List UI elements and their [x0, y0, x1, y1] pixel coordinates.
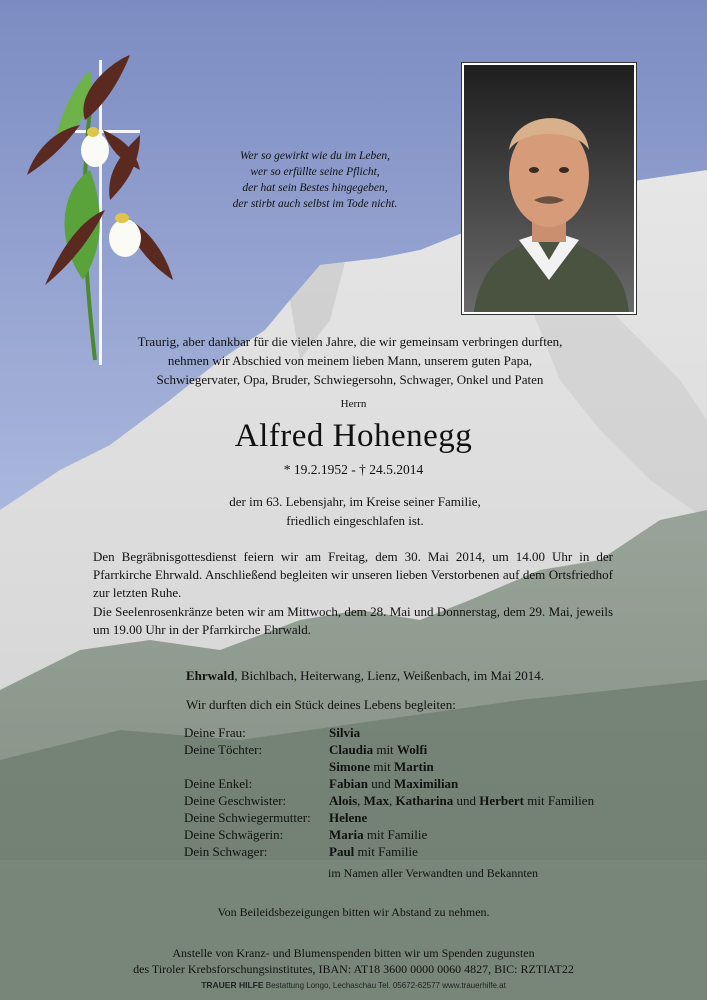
relative-row	[184, 725, 594, 742]
condolence-note: Von Beileidsbezeigungen bitten wir Abstand zu nehmen.	[217, 905, 490, 919]
relative-name: Martin	[394, 759, 434, 774]
places-rest: , Bichlbach, Heiterwang, Lienz, Weißenbach, im Mai 2014.	[234, 668, 544, 683]
intro-line: Schwiegervater, Opa, Bruder, Schwiegersohn, Schwager, Onkel und Paten	[156, 372, 544, 387]
donation-note	[0, 945, 707, 977]
relative-name: Fabian	[329, 776, 369, 791]
relative-name: Alois	[329, 793, 358, 808]
relative-joiner: mit Familie	[363, 827, 428, 842]
relative-joiner: mit	[370, 759, 395, 774]
relative-role: Dein Schwager:	[184, 844, 268, 859]
relative-role: Deine Frau:	[184, 725, 246, 740]
quote-line: der hat sein Bestes hingegeben,	[242, 182, 388, 194]
relative-names	[329, 810, 594, 827]
relative-joiner: ,	[388, 793, 396, 808]
orchid-cross-decoration	[25, 50, 185, 380]
relative-name: Simone	[329, 759, 371, 774]
passing-line: friedlich eingeschlafen ist.	[286, 513, 424, 528]
intro-line: Traurig, aber dankbar für die vielen Jahre, die wir gemeinsam verbringen durften,	[137, 334, 563, 349]
relative-name: Paul	[329, 844, 355, 859]
donation-line: des Tiroler Krebsforschungsinstitutes, IBAN: AT18 3600 0000 0060 4827, BIC: RZTIAT22	[133, 962, 574, 976]
relative-joiner: und	[368, 776, 395, 791]
relative-name: Herbert	[479, 793, 525, 808]
relative-role: Deine Enkel:	[184, 776, 253, 791]
relative-row	[184, 793, 594, 810]
places-bold: Ehrwald	[186, 668, 235, 683]
quote-line: Wer so gewirkt wie du im Leben,	[239, 150, 391, 162]
life-dates: * 19.2.1952 - † 24.5.2014	[283, 462, 424, 477]
relative-names	[329, 742, 594, 759]
deceased-name: Alfred Hohenegg	[234, 418, 473, 454]
places-line	[186, 668, 544, 684]
rosary-paragraph: Die Seelenrosenkränze beten wir am Mittwoch, dem 28. Mai und Donnerstag, dem 29. Mai, jeweils um 19.00 Uhr in der Pfarrkirche Ehrwald.	[93, 604, 613, 637]
relative-row	[184, 759, 594, 776]
salutation: Herrn	[340, 398, 367, 410]
relative-role: Deine Schwiegermutter:	[184, 810, 311, 825]
portrait-photo	[462, 63, 636, 314]
relative-row	[184, 810, 594, 827]
footer	[0, 980, 707, 990]
relative-row	[184, 827, 594, 844]
relative-joiner: mit	[373, 742, 397, 757]
quote-line: wer so erfüllte seine Pflicht,	[250, 166, 380, 178]
passing-text	[180, 492, 530, 530]
intro-text	[90, 332, 610, 389]
memorial-quote	[200, 148, 430, 212]
relative-joiner: und	[453, 793, 480, 808]
relative-names	[329, 793, 594, 810]
relative-role	[184, 759, 329, 776]
funeral-paragraph: Den Begräbnisgottesdienst feiern wir am Freitag, dem 30. Mai 2014, um 14.00 Uhr in der Pfarrkirche Ehrwald. Anschließend begleiten wir unseren lieben Verstorbenen auf dem Ortsfriedhof zur letzten Ruhe.	[93, 549, 613, 600]
relative-joiner: mit Familie	[354, 844, 418, 859]
relative-names	[329, 759, 594, 776]
relative-joiner: ,	[357, 793, 364, 808]
relative-names	[329, 827, 594, 844]
relative-row	[184, 844, 594, 861]
relative-name: Claudia	[329, 742, 374, 757]
donation-line: Anstelle von Kranz- und Blumenspenden bitten wir um Spenden zugunsten	[172, 946, 535, 960]
relative-row	[184, 742, 594, 759]
relative-role: Deine Töchter:	[184, 742, 263, 757]
on-behalf-line: im Namen aller Verwandten und Bekannten	[328, 866, 539, 880]
relative-name: Helene	[329, 810, 368, 825]
relative-name: Wolfi	[396, 742, 428, 757]
intro-line: nehmen wir Abschied von meinem lieben Mann, unserem guten Papa,	[167, 353, 533, 368]
relative-name: Maria	[329, 827, 364, 842]
relative-row	[184, 776, 594, 793]
relative-role: Deine Schwägerin:	[184, 827, 284, 842]
relative-role: Deine Geschwister:	[184, 793, 287, 808]
relative-name: Katharina	[395, 793, 454, 808]
relative-names	[329, 776, 594, 793]
relative-name: Maximilian	[394, 776, 459, 791]
relative-name: Max	[363, 793, 389, 808]
relative-joiner: mit Familien	[524, 793, 595, 808]
footer-text: Bestattung Longo, Lechaschau Tel. 05672-62577 www.trauerhilfe.at	[263, 981, 506, 990]
relative-name: Silvia	[329, 725, 361, 740]
relatives-table	[184, 725, 594, 861]
passing-line: der im 63. Lebensjahr, im Kreise seiner Familie,	[229, 494, 481, 509]
footer-brand: TRAUER HILFE	[201, 980, 264, 990]
quote-line: der stirbt auch selbst im Tode nicht.	[232, 198, 398, 210]
relative-names	[329, 725, 594, 742]
accompany-line: Wir durften dich ein Stück deines Lebens begleiten:	[186, 697, 456, 712]
relative-names	[329, 844, 594, 861]
